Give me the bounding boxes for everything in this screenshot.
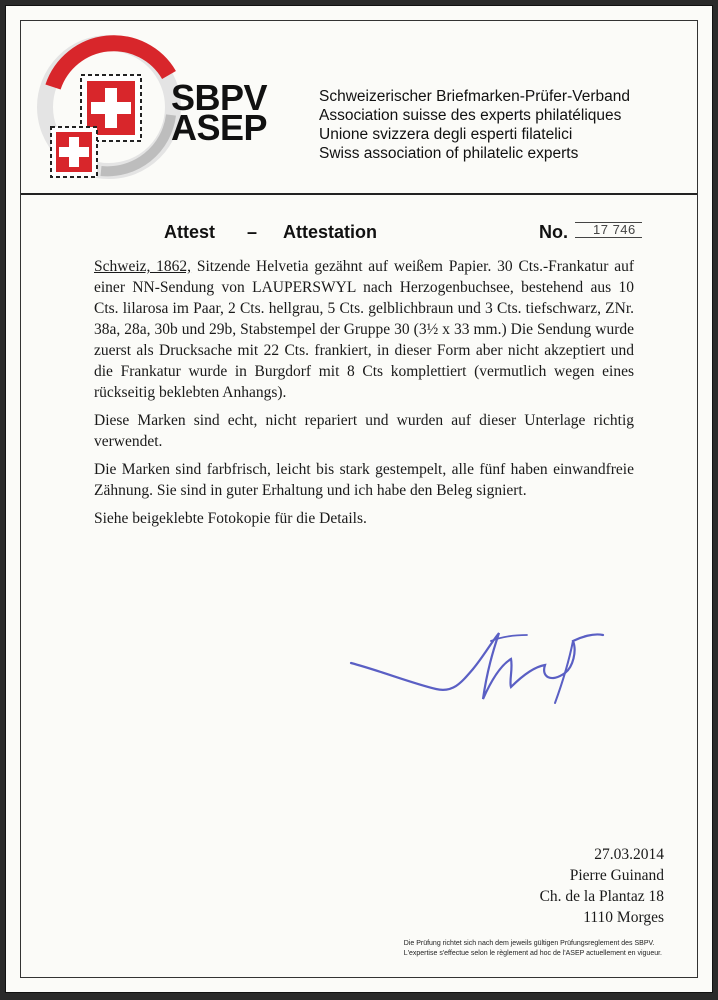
- association-name-fr: Association suisse des experts philatéliques: [319, 107, 622, 124]
- expert-name: Pierre Guinand: [569, 867, 664, 884]
- abbr-asep: ASEP: [171, 107, 268, 148]
- details-paragraph: Siehe beigeklebte Fotokopie für die Details.: [94, 510, 367, 527]
- association-abbreviation: [171, 77, 268, 148]
- condition-paragraph: Die Marken sind farbfrisch, leicht bis stark gestempelt, alle fünf haben einwandfreie Zähnung. Sie sind in guter Erhaltung und ich habe den Beleg signiert.: [94, 461, 634, 499]
- association-names: [319, 87, 630, 163]
- certificate-date: 27.03.2014: [594, 846, 664, 863]
- expert-address: [540, 844, 664, 928]
- footer-line-de: Die Prüfung richtet sich nach dem jeweils gültigen Prüfungsreglement des SBPV.: [403, 940, 655, 947]
- certificate-page: [5, 5, 713, 993]
- description-text: Sitzende Helvetia gezähnt auf weißem Papier. 30 Cts.-Frankatur auf einer NN-Sendung von LAUPERSWYL nach Herzogenbuchsee, bestehend aus 10 Cts. lilarosa im Paar, 2 Cts. hellgrau, 5 Cts. gelblichbraun und 3 Cts. tiefschwarz, ZNr. 38a, 28a, 30b und 29b, Stabstempel der Gruppe 30 (3½ x 33 mm.) Die Sendung wurde zuerst als Drucksache mit 22 Cts. frankiert, in dieser Form aber nicht akzeptiert und die Frankatur wurde in Burgdorf mit 8 Cts komplettiert (vermutlich wegen eines rückseitig beklebten Anhangs).: [94, 258, 635, 401]
- certificate-number-label: No.: [539, 222, 568, 242]
- description-issue: Schweiz, 1862,: [94, 258, 192, 275]
- certificate-title-row: [21, 218, 697, 248]
- title-attest: Attest: [164, 222, 216, 242]
- description-paragraph: [94, 256, 634, 403]
- abbr-sbpv: SBPV: [171, 77, 268, 118]
- title-attestation: Attestation: [283, 222, 377, 242]
- association-name-it: Unione svizzera degli esperti filatelici: [319, 126, 573, 143]
- title-dash: –: [247, 222, 258, 242]
- sbpv-logo-icon: [31, 35, 181, 185]
- genuineness-paragraph: Diese Marken sind echt, nicht repariert und wurden auf dieser Unterlage richtig verwendet.: [94, 412, 634, 450]
- association-name-de: Schweizerischer Briefmarken-Prüfer-Verband: [319, 88, 630, 105]
- expert-city: 1110 Morges: [583, 909, 664, 926]
- certificate-header: [21, 21, 697, 195]
- certificate-body: [94, 256, 634, 536]
- certificate-number: 17 746: [575, 222, 642, 238]
- association-name-en: Swiss association of philatelic experts: [319, 145, 579, 162]
- signature-icon: [341, 621, 611, 716]
- expert-street: Ch. de la Plantaz 18: [539, 888, 664, 905]
- certificate-footer: [404, 939, 662, 959]
- footer-line-fr: L'expertise s'effectue selon le règlement ad hoc de l'ASEP actuellement en vigueur.: [403, 950, 662, 957]
